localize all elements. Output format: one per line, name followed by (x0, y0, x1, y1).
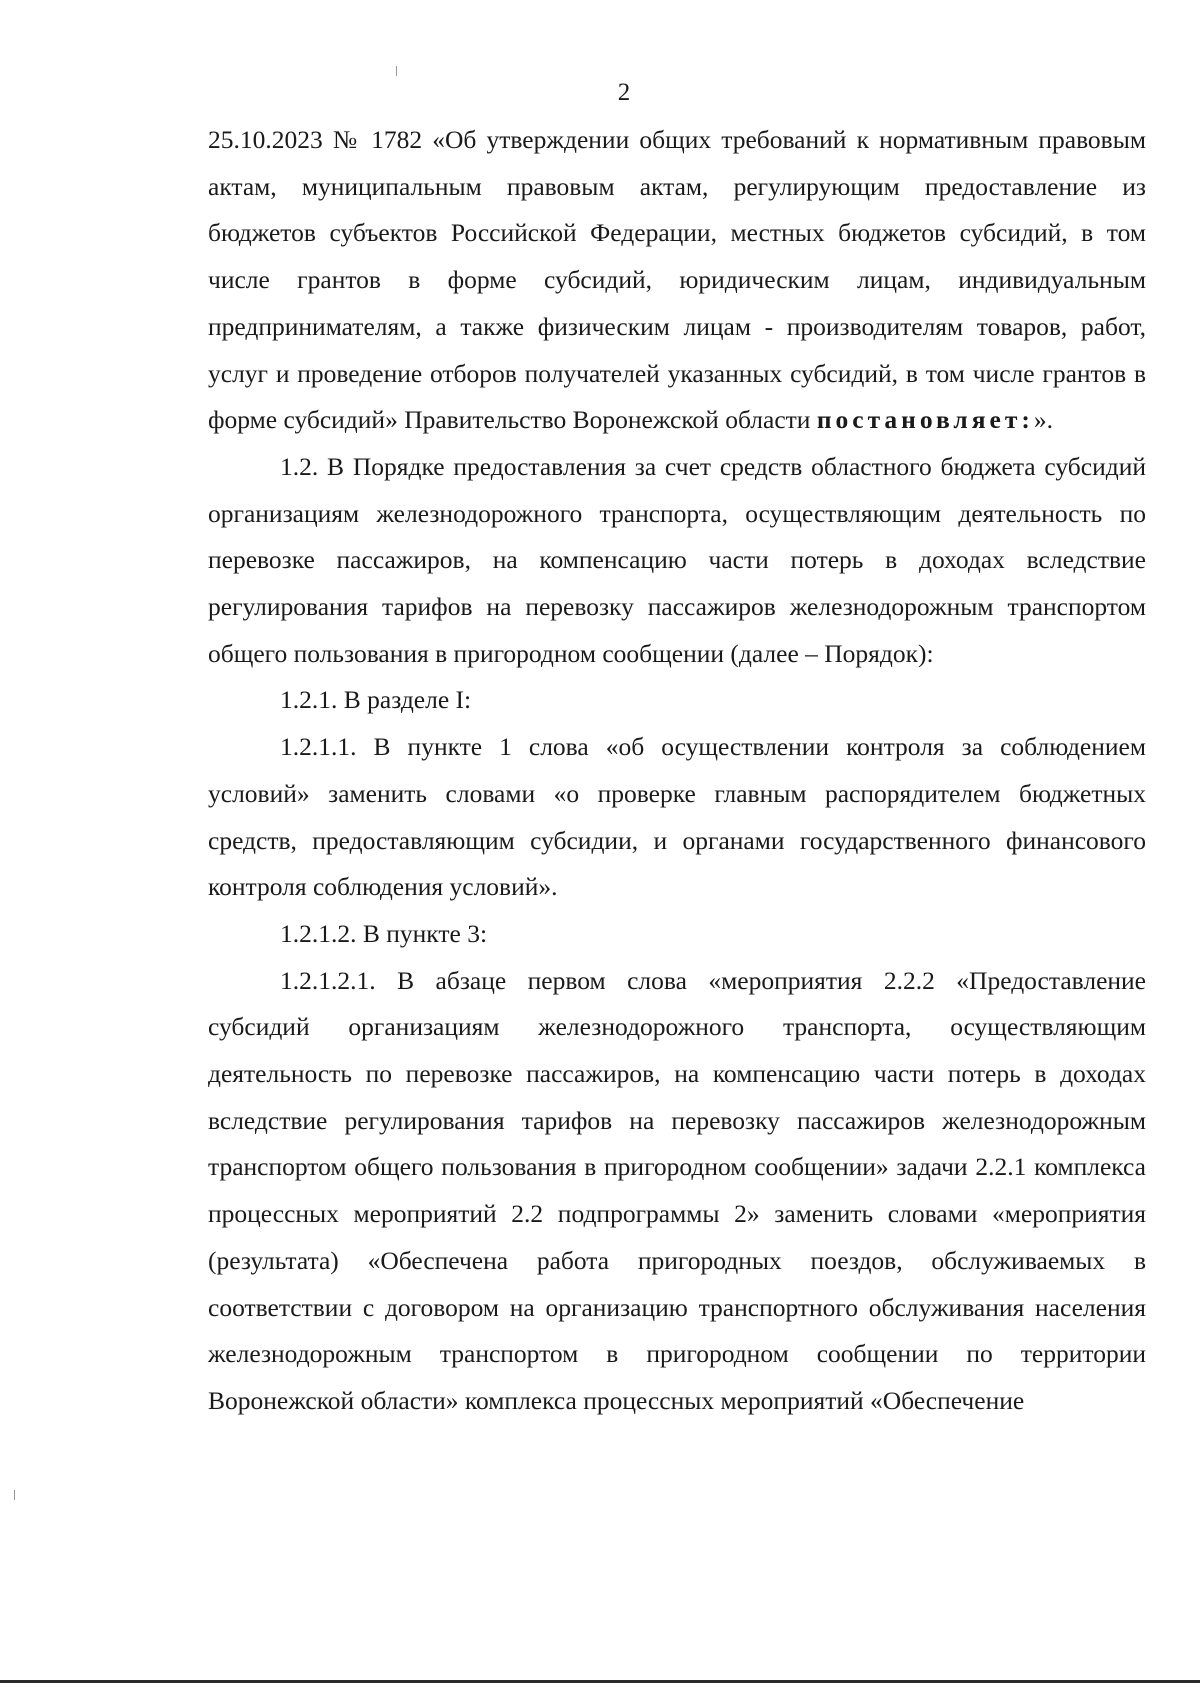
preamble-text: 25.10.2023 № 1782 «Об утверждении общих требований к нормативным правовым актам, муниципальным правовым актам, регулирующим предоставление из бюджетов субъектов Российской Федерации, местных бюджетов субсидий, в том числе грантов в форме субсидий, юридическим лицам, индивидуальным предпринимателям, а также физическим лицам - производителям товаров, работ, услуг и проведение отборов получателей указанных субсидий, в том числе грантов в форме субсидий» Правительство Воронежской области (208, 125, 1146, 435)
paragraph-preamble-continuation (208, 117, 1146, 444)
paragraph-1-2-1: 1.2.1. В разделе I: (280, 685, 472, 715)
preamble-closing: ». (1033, 405, 1053, 435)
document-body (208, 117, 1146, 1425)
scan-bottom-edge (0, 1680, 1200, 1683)
scan-artifact (14, 1490, 15, 1500)
paragraph-1-2-1-1: 1.2.1.1. В пункте 1 слова «об осуществлении контроля за соблюдением условий» заменить словами «о проверке главным распорядителем бюджетных средств, предоставляющим субсидии, и органами государственного финансового контроля соблюдения условий». (208, 732, 1146, 902)
scan-artifact (396, 66, 397, 76)
paragraph-1-2: 1.2. В Порядке предоставления за счет средств областного бюджета субсидий организациям железнодорожного транспорта, осуществляющим деятельность по перевозке пассажиров, на компенсацию части потерь в доходах вследствие регулирования тарифов на перевозку пассажиров железнодорожным транспортом общего пользования в пригородном сообщении (далее – Порядок): (208, 451, 1146, 668)
page-number: 2 (617, 79, 631, 106)
resolution-keyword: постановляет: (816, 405, 1034, 435)
paragraph-1-2-1-2: 1.2.1.2. В пункте 3: (280, 918, 488, 948)
paragraph-1-2-1-2-1: 1.2.1.2.1. В абзаце первом слова «мероприятия 2.2.2 «Предоставление субсидий организациям железнодорожного транспорта, осуществляющим деятельность по перевозке пассажиров, на компенсацию части потерь в доходах вследствие регулирования тарифов на перевозку пассажиров железнодорожным транспортом общего пользования в пригородном сообщении» задачи 2.2.1 комплекса процессных мероприятий 2.2 подпрограммы 2» заменить словами «мероприятия (результата) «Обеспечена работа пригородных поездов, обслуживаемых в соответствии с договором на организацию транспортного обслуживания населения железнодорожным транспортом в пригородном сообщении по территории Воронежской области» комплекса процессных мероприятий «Обеспечение (208, 965, 1146, 1415)
